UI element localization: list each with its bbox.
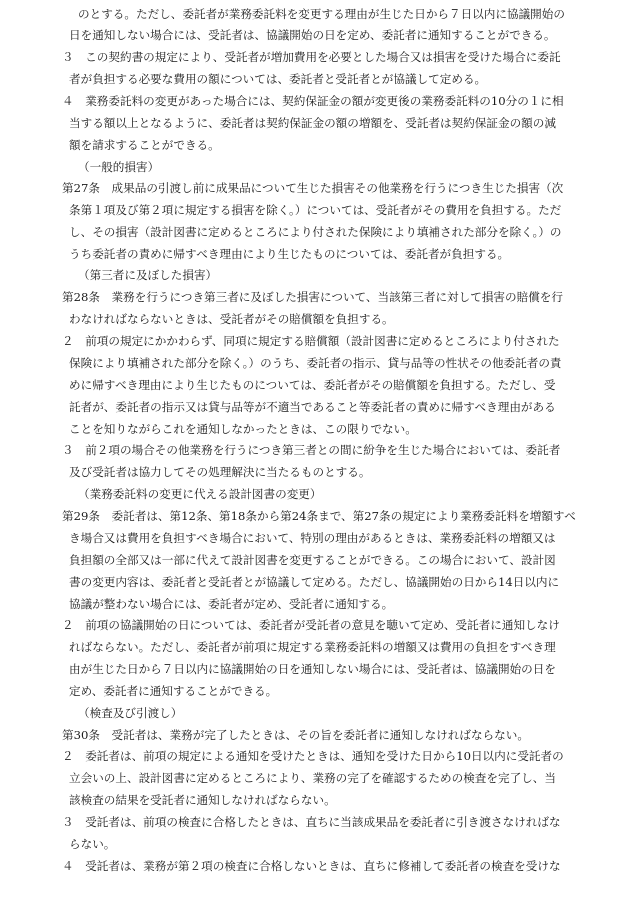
text-line: ２ 前項の協議開始の日については、委託者が受託者の意見を聴いて定め、受託者に通知しなけ xyxy=(62,618,560,632)
text-line: ２ 委託者は、前項の規定による通知を受けたときは、通知を受けた日から10日以内に受託者の xyxy=(62,749,564,763)
text-line: ３ 前２項の場合その他業務を行うにつき第三者との間に紛争を生じた場合においては、委託者 xyxy=(62,443,561,457)
text-line: うち委託者の責めに帰すべき理由により生じたものについては、委託者が負担する。 xyxy=(69,247,510,261)
text-line: ればならない。ただし、委託者が前項に規定する業務委託料の増額又は費用の負担をすべき理 xyxy=(69,640,556,654)
text-line: ４ 業務委託料の変更があった場合には、契約保証金の額が変更後の業務委託料の10分の１に相 xyxy=(62,94,564,108)
text-line: 第28条 業務を行うにつき第三者に及ぼした損害について、当該第三者に対して損害の賠償を行 xyxy=(62,290,563,304)
text-line: ことを知りながらこれを通知しなかったときは、この限りでない。 xyxy=(69,422,417,436)
text-line: 協議が整わない場合には、委託者が定め、受託者に通知する。 xyxy=(69,597,394,611)
text-line: 者が負担する必要な費用の額については、委託者と受託者とが協議して定める。 xyxy=(69,72,487,86)
text-line: のとする。ただし、委託者が業務委託料を変更する理由が生じた日から７日以内に協議開始の xyxy=(78,7,565,21)
text-line: 第30条 受託者は、業務が完了したときは、その旨を委託者に通知しなければならない。 xyxy=(62,728,529,742)
text-line: 由が生じた日から７日以内に協議開始の日を通知しない場合には、受託者は、協議開始の日を xyxy=(69,662,556,676)
text-line: （第三者に及ぼした損害） xyxy=(78,268,218,282)
text-line: わなければならないときは、受託者がその賠償額を負担する。 xyxy=(69,312,394,326)
text-line: き場合又は費用を負担すべき場合において、特別の理由があるときは、業務委託料の増額又は xyxy=(69,531,556,545)
text-line: 定め、委託者に通知することができる。 xyxy=(69,684,278,698)
text-line: し、その損害（設計図書に定めるところにより付された保険により填補された部分を除く。）の xyxy=(69,225,562,239)
text-line: ３ 受託者は、前項の検査に合格したときは、直ちに当該成果品を委託者に引き渡さなければな xyxy=(62,815,561,829)
text-line: 当する額以上となるように、委託者は契約保証金の額の増額を、受託者は契約保証金の額の減 xyxy=(69,116,556,130)
text-line: （一般的損害） xyxy=(78,160,160,174)
text-line: 及び受託者は協力してその処理解決に当たるものとする。 xyxy=(69,465,371,479)
text-line: ２ 前項の規定にかかわらず、同項に規定する賠償額（設計図書に定めるところにより付された xyxy=(62,334,560,348)
text-line: 条第１項及び第２項に規定する損害を除く。）については、受託者がその費用を負担する。ただ xyxy=(69,203,562,217)
text-line: 書の変更内容は、委託者と受託者とが協議して定める。ただし、協議開始の日から14日以内に xyxy=(69,575,560,589)
text-line: 該検査の結果を受託者に通知しなければならない。 xyxy=(69,793,336,807)
text-line: 負担額の全部又は一部に代えて設計図書を変更することができる。この場合において、設計図 xyxy=(69,553,556,567)
text-line: らない。 xyxy=(69,837,116,851)
text-line: ３ この契約書の規定により、受託者が増加費用を必要とした場合又は損害を受けた場合に委託 xyxy=(62,50,561,64)
text-line: （業務委託料の変更に代える設計図書の変更） xyxy=(78,487,322,501)
text-line: 第29条 委託者は、第12条、第18条から第24条まで、第27条の規定により業務委託料を増額すべ xyxy=(62,509,576,523)
text-line: 額を請求することができる。 xyxy=(69,138,220,152)
text-line: 保険により填補された部分を除く。）のうち、委託者の指示、貸与品等の性状その他委託者の責 xyxy=(69,356,562,370)
text-line: 第27条 成果品の引渡し前に成果品について生じた損害その他業務を行うにつき生じた損害（次 xyxy=(62,181,564,195)
text-line: 日を通知しない場合には、受託者は、協議開始の日を定め、委託者に通知することができる。 xyxy=(69,28,556,42)
text-line: 立会いの上、設計図書に定めるところにより、業務の完了を確認するための検査を完了し、当 xyxy=(69,771,556,785)
text-line: （検査及び引渡し） xyxy=(78,706,183,720)
text-line: 託者が、委託者の指示又は貸与品等が不適当であること等委託者の責めに帰すべき理由がある xyxy=(69,400,556,414)
text-line: ４ 受託者は、業務が第２項の検査に合格しないときは、直ちに修補して委託者の検査を受けな xyxy=(62,859,561,873)
text-line: めに帰すべき理由により生じたものについては、委託者がその賠償額を負担する。ただし、受 xyxy=(69,378,556,392)
